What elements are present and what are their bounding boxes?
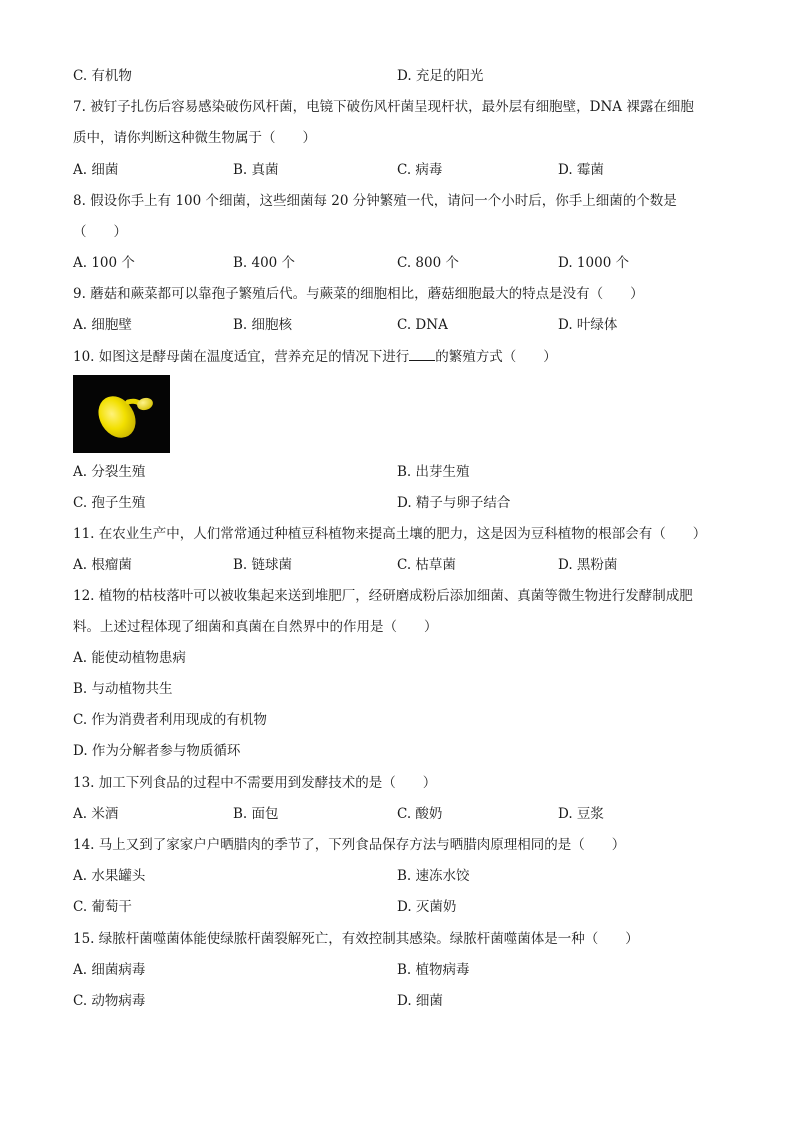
q15-option-b: B. 植物病毒 (397, 962, 470, 978)
q10-stem-post: 的繁殖方式（ ） (435, 349, 557, 365)
q9-option-d: D. 叶绿体 (558, 317, 618, 333)
q13-option-a: A. 米酒 (73, 806, 119, 822)
q12-option-c: C. 作为消费者利用现成的有机物 (73, 712, 267, 728)
q10-option-d: D. 精子与卵子结合 (397, 495, 511, 511)
q13-option-d: D. 豆浆 (558, 806, 604, 822)
q7-option-d: D. 霉菌 (558, 162, 604, 178)
q14-stem-line1: 14. 马上又到了家家户户晒腊肉的季节了，下列食品保存方法与晒腊肉原理相同的是（ ） (73, 837, 626, 853)
q11-stem-line1: 11. 在农业生产中，人们常常通过种植豆科植物来提高土壤的肥力，这是因为豆科植物的根部会有（ ） (73, 526, 707, 542)
q10-stem-pre: 10. 如图这是酵母菌在温度适宜，营养充足的情况下进行 (73, 349, 410, 365)
q12-option-a: A. 能使动植物患病 (73, 650, 186, 666)
q8-option-c: C. 800 个 (397, 255, 459, 271)
q12-option-d: D. 作为分解者参与物质循环 (73, 743, 241, 759)
q8-option-d: D. 1000 个 (558, 255, 630, 271)
q10-option-a: A. 分裂生殖 (73, 464, 146, 480)
q9-stem-line1: 9. 蘑菇和蕨菜都可以靠孢子繁殖后代。与蕨菜的细胞相比，蘑菇细胞最大的特点是没有（ ） (73, 286, 644, 302)
q10-stem-line1 (73, 346, 557, 366)
q11-option-b: B. 链球菌 (233, 557, 293, 573)
q11-option-c: C. 枯草菌 (397, 557, 456, 573)
q10-option-b: B. 出芽生殖 (397, 464, 470, 480)
q7-option-a: A. 细菌 (73, 162, 119, 178)
q9-option-a: A. 细胞壁 (73, 317, 132, 333)
q12-stem-line1: 12. 植物的枯枝落叶可以被收集起来送到堆肥厂，经研磨成粉后添加细菌、真菌等微生物进行发酵制成肥 (73, 588, 693, 604)
q7-stem-line2: 质中，请你判断这种微生物属于（ ） (73, 130, 316, 146)
q7-option-b: B. 真菌 (233, 162, 279, 178)
bud-neck (128, 401, 139, 403)
q13-stem-line1: 13. 加工下列食品的过程中不需要用到发酵技术的是（ ） (73, 775, 437, 791)
q6-option-d: D. 充足的阳光 (397, 68, 484, 84)
q15-option-c: C. 动物病毒 (73, 993, 146, 1009)
q14-option-c: C. 葡萄干 (73, 899, 132, 915)
q7-option-c: C. 病毒 (397, 162, 443, 178)
yeast-budding-image (73, 375, 170, 453)
q11-option-d: D. 黑粉菌 (558, 557, 618, 573)
q15-option-d: D. 细菌 (397, 993, 443, 1009)
q8-stem-line1: 8. 假设你手上有 100 个细菌，这些细菌每 20 分钟繁殖一代，请问一个小时后，你手上细菌的个数是 (73, 193, 677, 209)
yeast-cell-illustration (73, 375, 170, 453)
q12-option-b: B. 与动植物共生 (73, 681, 173, 697)
q8-option-a: A. 100 个 (73, 255, 135, 271)
q9-option-c: C. DNA (397, 317, 448, 333)
q14-option-d: D. 灭菌奶 (397, 899, 457, 915)
q15-option-a: A. 细菌病毒 (73, 962, 146, 978)
q10-answer-blank (409, 346, 435, 361)
q8-stem-line2: （ ） (73, 224, 127, 240)
q12-stem-line2: 料。上述过程体现了细菌和真菌在自然界中的作用是（ ） (73, 619, 438, 635)
q13-option-b: B. 面包 (233, 806, 279, 822)
q9-option-b: B. 细胞核 (233, 317, 293, 333)
q11-option-a: A. 根瘤菌 (73, 557, 132, 573)
q7-stem-line1: 7. 被钉子扎伤后容易感染破伤风杆菌，电镜下破伤风杆菌呈现杆状，最外层有细胞壁，DNA 裸露在细胞 (73, 99, 694, 115)
q10-option-c: C. 孢子生殖 (73, 495, 146, 511)
q14-option-a: A. 水果罐头 (73, 868, 146, 884)
q14-option-b: B. 速冻水饺 (397, 868, 470, 884)
q15-stem-line1: 15. 绿脓杆菌噬菌体能使绿脓杆菌裂解死亡，有效控制其感染。绿脓杆菌噬菌体是一种（ ） (73, 931, 639, 947)
q6-option-c: C. 有机物 (73, 68, 132, 84)
q13-option-c: C. 酸奶 (397, 806, 443, 822)
q8-option-b: B. 400 个 (233, 255, 296, 271)
